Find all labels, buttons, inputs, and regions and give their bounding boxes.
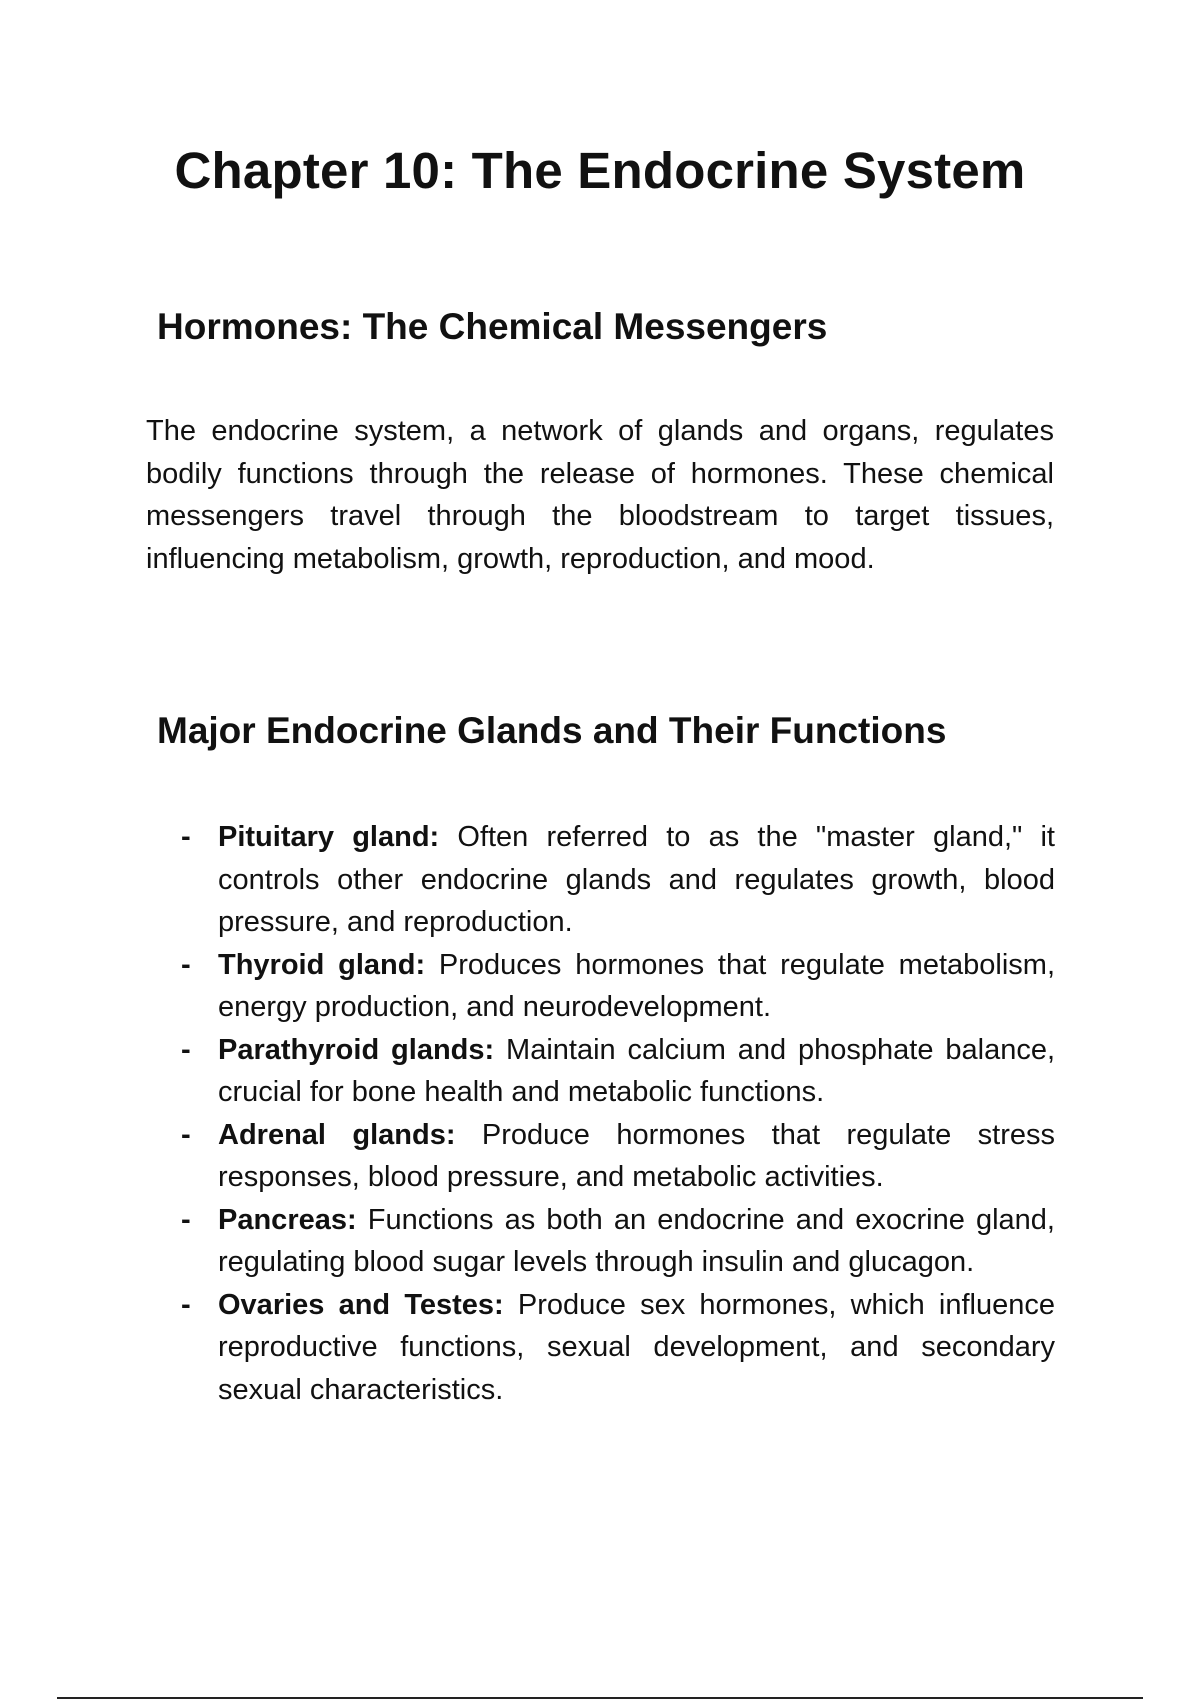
gland-term: Ovaries and Testes: xyxy=(218,1288,504,1321)
intro-paragraph: The endocrine system, a network of glands and organs, regulates bodily functions through the release of hormones. These chemical messengers travel through the bloodstream to target tissues, influencing metabolism, growth, reproduction, and mood. xyxy=(146,415,1054,575)
section-heading-glands: Major Endocrine Glands and Their Functions xyxy=(157,710,947,751)
gland-description: Produce hormones that regulate stress responses, blood pressure, and metabolic activities. xyxy=(218,1118,1055,1193)
gland-term: Pancreas: xyxy=(218,1203,357,1236)
list-item-thyroid xyxy=(181,944,1055,1029)
list-bullet: - xyxy=(181,821,191,853)
list-bullet: - xyxy=(181,1288,191,1321)
list-item-parathyroid xyxy=(181,1029,1055,1114)
list-bullet: - xyxy=(181,948,191,981)
gland-term: Parathyroid glands: xyxy=(218,1033,495,1066)
gland-description: Produces hormones that regulate metabolism, energy production, and neurodevelopment. xyxy=(218,948,1055,1023)
list-bullet: - xyxy=(181,1118,191,1151)
chapter-title: Chapter 10: The Endocrine System xyxy=(174,142,1026,199)
list-bullet: - xyxy=(181,1203,191,1236)
gland-description: Produce sex hormones, which influence reproductive functions, sexual development, and secondary sexual characteristics. xyxy=(218,1288,1055,1406)
gland-term: Pituitary gland: xyxy=(218,821,440,853)
gland-description: Functions as both an endocrine and exocrine gland, regulating blood sugar levels through insulin and glucagon. xyxy=(218,1203,1055,1278)
gland-term: Thyroid gland: xyxy=(218,948,426,981)
gland-description: Often referred to as the "master gland," it controls other endocrine glands and regulates growth, blood pressure, and reproduction. xyxy=(218,821,1055,938)
footer-divider xyxy=(57,1697,1143,1699)
list-bullet: - xyxy=(181,1033,191,1066)
gland-description: Maintain calcium and phosphate balance, crucial for bone health and metabolic functions. xyxy=(218,1033,1056,1108)
gland-term: Adrenal glands: xyxy=(218,1118,456,1151)
section-heading-hormones: Hormones: The Chemical Messengers xyxy=(157,306,828,347)
list-item-ovaries-testes xyxy=(181,1284,1055,1412)
list-item-adrenal xyxy=(181,1114,1055,1199)
list-item-pituitary xyxy=(181,816,1055,944)
list-item-pancreas xyxy=(181,1199,1055,1284)
gland-list xyxy=(181,816,1055,1411)
